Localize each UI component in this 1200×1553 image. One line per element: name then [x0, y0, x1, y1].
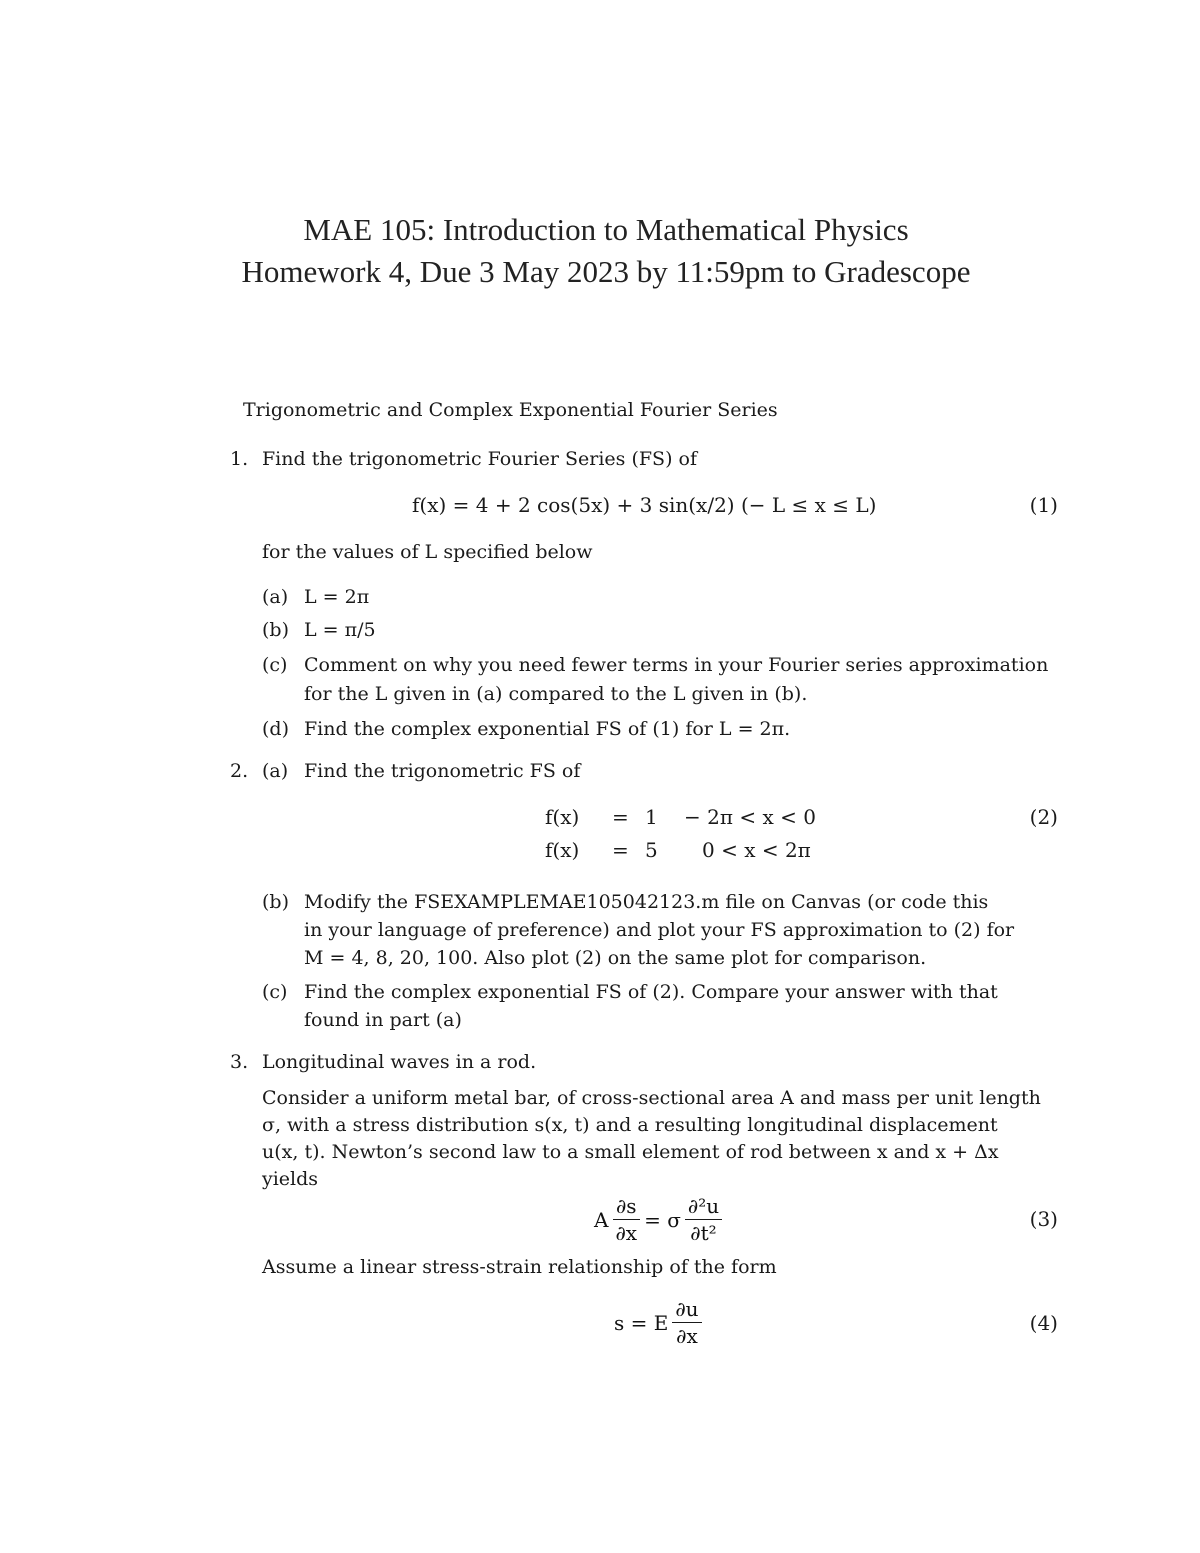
equation-2-number: (2)	[1029, 805, 1058, 829]
problem-1-after-equation: for the values of L specified below	[262, 541, 593, 563]
equation-4-fraction	[672, 1296, 701, 1349]
equation-3-number: (3)	[1029, 1207, 1058, 1231]
equation-4	[614, 1296, 702, 1349]
part-2b-line-3: M = 4, 8, 20, 100. Also plot (2) on the same plot for comparison.	[304, 947, 927, 969]
part-1a-label: (a)	[262, 586, 289, 608]
piecewise-lhs-2: f(x)	[545, 838, 580, 862]
part-2c-line-1: Find the complex exponential FS of (2). Compare your answer with that	[304, 981, 998, 1003]
problem-3-paragraph-line-4: yields	[262, 1168, 319, 1190]
problem-3-paragraph-line-1: Consider a uniform metal bar, of cross-sectional area A and mass per unit length	[262, 1087, 1041, 1109]
problem-3-number: 3.	[230, 1051, 249, 1073]
equation-3-rhs-fraction	[685, 1193, 722, 1246]
part-1d-text: Find the complex exponential FS of (1) for L = 2π.	[304, 718, 791, 740]
part-2b-label: (b)	[262, 891, 289, 913]
equation-3-lhs-fraction	[612, 1193, 640, 1246]
equation-1-number: (1)	[1029, 493, 1058, 517]
equation-4-numerator: ∂u	[672, 1296, 701, 1323]
problem-3-paragraph-line-3: u(x, t). Newton’s second law to a small element of rod between x and x + Δx	[262, 1141, 999, 1163]
piecewise-value-1: 1	[645, 805, 658, 829]
problem-2-number: 2.	[230, 760, 249, 782]
equation-4-number: (4)	[1029, 1311, 1058, 1335]
part-2c-label: (c)	[262, 981, 288, 1003]
problem-3-heading: Longitudinal waves in a rod.	[262, 1051, 537, 1073]
part-2b-line-2: in your language of preference) and plot your FS approximation to (2) for	[304, 919, 1015, 941]
problem-3-paragraph-line-2: σ, with a stress distribution s(x, t) and a resulting longitudinal displacement	[262, 1114, 998, 1136]
part-2c-line-2: found in part (a)	[304, 1009, 462, 1031]
equation-3-lhs-denominator: ∂x	[615, 1221, 638, 1245]
piecewise-value-2: 5	[645, 838, 658, 862]
part-1b-label: (b)	[262, 619, 289, 641]
problem-1-intro: Find the trigonometric Fourier Series (FS) of	[262, 448, 697, 470]
part-2b-line-1: Modify the FSEXAMPLEMAE105042123.m file on Canvas (or code this	[304, 891, 989, 913]
equation-3-lhs-numerator: ∂s	[613, 1193, 640, 1220]
part-2a-label: (a)	[262, 760, 289, 782]
problem-1-number: 1.	[230, 448, 249, 470]
piecewise-condition-2: 0 < x < 2π	[702, 838, 811, 862]
piecewise-condition-1: − 2π < x < 0	[684, 805, 816, 829]
equation-3-rhs-denominator: ∂t²	[690, 1221, 717, 1245]
equation-1: f(x) = 4 + 2 cos(5x) + 3 sin(x/2) (− L ≤ x ≤ L)	[412, 493, 877, 517]
equation-3-rhs-numerator: ∂²u	[685, 1193, 722, 1220]
part-1c-line-1: Comment on why you need fewer terms in your Fourier series approximation	[304, 654, 1049, 676]
equation-3-equals: = σ	[644, 1207, 681, 1232]
piecewise-eq-2: =	[612, 838, 629, 862]
part-1b-text: L = π/5	[304, 619, 376, 641]
piecewise-lhs-1: f(x)	[545, 805, 580, 829]
section-heading: Trigonometric and Complex Exponential Fourier Series	[243, 399, 778, 421]
equation-4-lhs: s = E	[614, 1310, 669, 1335]
part-2a-text: Find the trigonometric FS of	[304, 760, 581, 782]
piecewise-eq-1: =	[612, 805, 629, 829]
equation-3	[594, 1193, 722, 1246]
part-1c-label: (c)	[262, 654, 288, 676]
part-1c-line-2: for the L given in (a) compared to the L given in (b).	[304, 683, 808, 705]
title-line-2: Homework 4, Due 3 May 2023 by 11:59pm to Gradescope	[241, 254, 971, 289]
title-line-1: MAE 105: Introduction to Mathematical Physics	[303, 212, 909, 247]
equation-3-coefficient: A	[594, 1207, 609, 1232]
part-1a-text: L = 2π	[304, 586, 370, 608]
problem-3-assumption: Assume a linear stress-strain relationship of the form	[262, 1256, 777, 1278]
equation-4-denominator: ∂x	[676, 1324, 698, 1348]
part-1d-label: (d)	[262, 718, 289, 740]
